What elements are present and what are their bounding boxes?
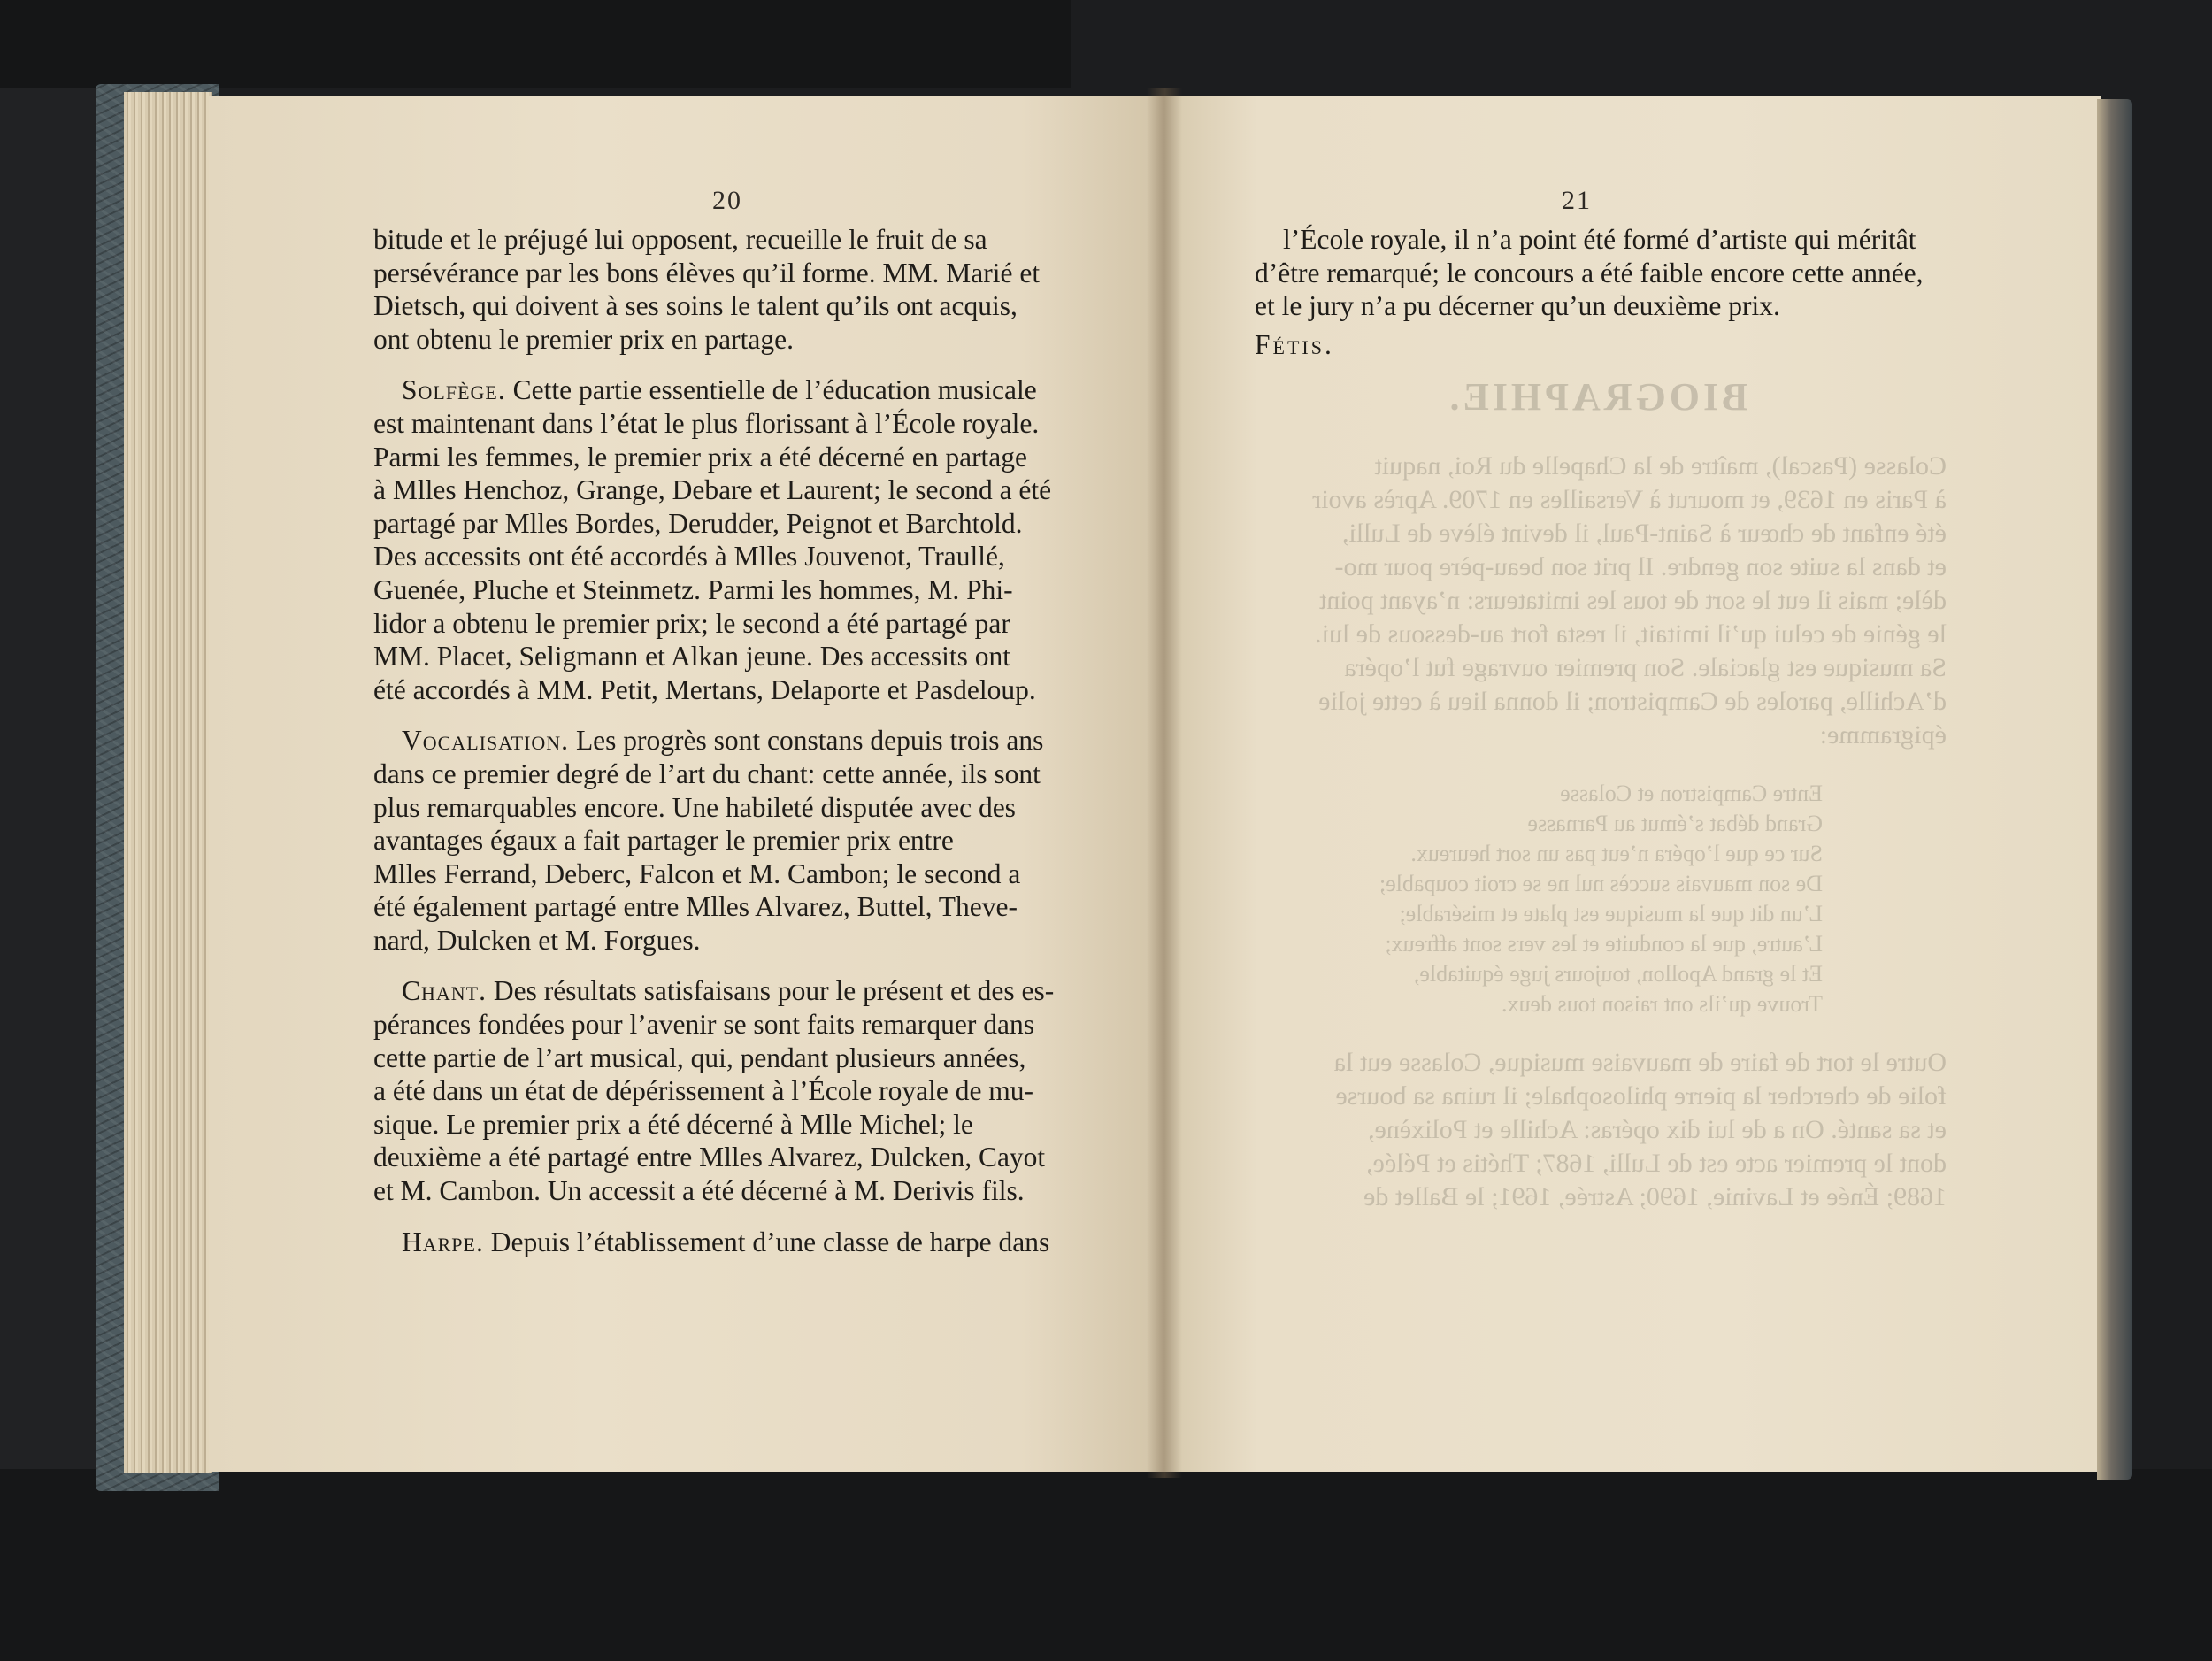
text-line: d’être remarqué; le concours a été faible encore cette année, <box>1255 257 1924 288</box>
author-signature: Fétis. <box>1255 328 1334 360</box>
right-page-paragraph <box>1255 223 1932 323</box>
text-line: bitude et le préjugé lui opposent, recueille le fruit de sa <box>373 224 987 255</box>
show-through-title: BIOGRAPHIE. <box>1446 375 1748 419</box>
page-number-left: 20 <box>712 186 742 215</box>
text-line <box>373 373 1064 407</box>
book-cover-right-edge <box>2097 99 2132 1480</box>
text-line: Mlles Ferrand, Deberc, Falcon et M. Cambon; le second a <box>373 857 1021 889</box>
text-line: et le jury n’a pu décerner qu’un deuxième prix. <box>1255 290 1780 322</box>
text-line <box>373 724 1064 757</box>
show-through-poem-line: Trouve qu’ils ont raison tous deux. <box>1501 991 1823 1017</box>
section-heading: Harpe. <box>402 1226 484 1257</box>
text-line: nard, Dulcken et M. Forgues. <box>373 924 701 956</box>
show-through-line: et dans la suite son gendre. Il prit son beau-père pour mo- <box>1334 552 1947 581</box>
text-line: est maintenant dans l’état le plus florissant à l’École royale. <box>373 407 1040 439</box>
show-through-poem-line: De son mauvais succès nul ne se croit coupable; <box>1379 871 1823 896</box>
page-number-right: 21 <box>1562 186 1592 215</box>
section-heading: Solfège. <box>402 374 506 406</box>
show-through-line: dèle; mais il eut le sort de tous les imitateurs: n’ayant point <box>1318 586 1947 615</box>
paragraph <box>373 223 1064 356</box>
text-line-content: Depuis l’établissement d’une classe de harpe dans <box>483 1226 1050 1257</box>
text-line: ont obtenu le premier prix en partage. <box>373 323 794 355</box>
show-through-poem-line: Entre Campistron et Colasse <box>1560 781 1823 806</box>
show-through-line: à Paris en 1639, et mourut à Versailles en 1709. Après avoir <box>1312 485 1947 514</box>
paragraph <box>373 724 1064 957</box>
text-line: été également partagé entre Mlles Alvarez, Buttel, Theve- <box>373 891 1018 923</box>
show-through-line: dont le premier acte est de Lulli, 1687; Thétis et Pélée, <box>1366 1149 1947 1178</box>
section-heading: Chant. <box>402 975 487 1007</box>
show-through-poem-line: L’un dit que la musique est plate et misérable; <box>1399 901 1823 927</box>
text-line: a été dans un état de dépérissement à l’École royale de mu- <box>373 1075 1034 1107</box>
right-page-body <box>1255 223 1932 361</box>
show-through-line: d’Achille, paroles de Campistron; il donna lieu à cette jolie <box>1318 687 1947 716</box>
paragraph <box>373 1226 1064 1259</box>
background-dark-left <box>0 0 106 1661</box>
text-line: Des accessits ont été accordés à Mlles Jouvenot, Traullé, <box>373 541 1005 573</box>
paragraph <box>373 373 1064 706</box>
text-line: l’École royale, il n’a point été formé d’artiste qui méritât <box>1283 224 1916 255</box>
text-line-content: Cette partie essentielle de l’éducation musicale <box>505 374 1037 406</box>
show-through-line: Outre le tort de faire de mauvaise musique, Colasse eut la <box>1333 1048 1947 1077</box>
show-through-poem-line: Sur ce que l’opéra n’eut pas un sort heureux. <box>1410 841 1823 866</box>
show-through-poem-line: L’autre, que la conduite et les vers sont affreux; <box>1385 931 1823 957</box>
text-line: pérances fondées pour l’avenir se sont faits remarquer dans <box>373 1009 1034 1041</box>
text-line <box>373 974 1064 1008</box>
text-line: plus remarquables encore. Une habileté disputée avec des <box>373 791 1016 823</box>
text-line: sique. Le premier prix a été décerné à Mlle Michel; le <box>373 1108 973 1140</box>
show-through-line: et sa santé. On a de lui dix opéras: Achille et Polixène, <box>1368 1115 1947 1144</box>
section-heading: Vocalisation. <box>402 725 570 757</box>
background-dark-top <box>0 0 1071 88</box>
text-line: persévérance par les bons élèves qu’il forme. MM. Marié et <box>373 257 1041 288</box>
show-through-line: Colasse (Pascal), maître de la Chapelle du Roi, naquit <box>1374 451 1947 481</box>
text-line: lidor a obtenu le premier prix; le second a été partagé par <box>373 607 1010 639</box>
text-line: MM. Placet, Seligmann et Alkan jeune. Des accessits ont <box>373 641 1010 673</box>
text-line: deuxième a été partagé entre Mlles Alvarez, Dulcken, Cayot <box>373 1142 1046 1173</box>
text-line: à Mlles Henchoz, Grange, Debare et Laurent; le second a été <box>373 474 1052 506</box>
text-line: été accordés à MM. Petit, Mertans, Delaporte et Pasdeloup. <box>373 673 1036 705</box>
text-line: partagé par Mlles Bordes, Derudder, Peignot et Barchtold. <box>373 507 1023 539</box>
text-line-content: Des résultats satisfaisans pour le présent et des es- <box>487 975 1055 1007</box>
show-through-line: Sa musique est glaciale. Son premier ouvrage fut l’opéra <box>1344 653 1947 682</box>
text-line: cette partie de l’art musical, qui, pendant plusieurs années, <box>373 1042 1026 1073</box>
text-line: Dietsch, qui doivent à ses soins le talent qu’ils ont acquis, <box>373 290 1018 322</box>
text-line: et M. Cambon. Un accessit a été décerné à M. Derivis fils. <box>373 1175 1025 1207</box>
text-line: Guenée, Pluche et Steinmetz. Parmi les hommes, M. Phi- <box>373 573 1013 605</box>
background-dark-bottom <box>0 1469 2212 1661</box>
paragraph <box>373 974 1064 1207</box>
text-line-content: Les progrès sont constans depuis trois ans <box>569 725 1044 757</box>
show-through-line: folie de chercher la pierre philosophale; il ruina sa bourse <box>1335 1081 1947 1111</box>
page-edges-stack <box>124 92 212 1473</box>
text-line: Parmi les femmes, le premier prix a été décerné en partage <box>373 441 1028 473</box>
show-through-poem-line: Grand débat s’émut au Parnasse <box>1527 811 1823 836</box>
show-through-line: 1689; Énée et Lavinie, 1690; Astrée, 1691; le Ballet de <box>1363 1182 1947 1211</box>
show-through-line: été enfant de chœur à Saint-Paul, il devint élève de Lulli, <box>1341 519 1947 548</box>
text-line: dans ce premier degré de l’art du chant: cette année, ils sont <box>373 757 1041 789</box>
text-line <box>373 1226 1064 1259</box>
text-line: avantages égaux a fait partager le premier prix entre <box>373 825 954 857</box>
left-page-body <box>373 223 1064 1258</box>
show-through-line: épigramme: <box>1819 720 1947 750</box>
show-through-poem-line: Et le grand Apollon, toujours juge équitable, <box>1413 961 1823 987</box>
show-through-line: le génie de celui qu’il imitait, il resta fort au-dessous de lui. <box>1315 619 1947 649</box>
book-gutter <box>1147 88 1182 1478</box>
